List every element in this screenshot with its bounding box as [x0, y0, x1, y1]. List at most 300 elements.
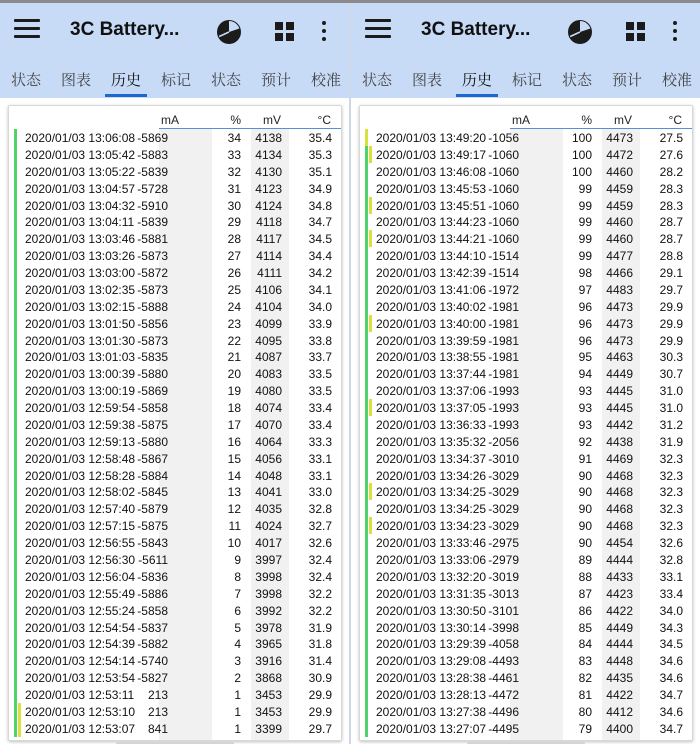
marker-indicator: [18, 703, 21, 720]
table-row[interactable]: [360, 483, 693, 500]
table-row[interactable]: [360, 315, 693, 332]
cell-percent: 96: [578, 299, 592, 314]
marker-indicator: [369, 315, 372, 332]
cell-voltage: 4400: [606, 721, 633, 736]
cell-percent: 1: [234, 688, 241, 703]
cell-temperature: 33.5: [308, 367, 332, 382]
table-row[interactable]: [360, 129, 693, 146]
charge-indicator: [14, 585, 17, 602]
cell-percent: 34: [227, 131, 241, 145]
cell-current: -3019: [488, 569, 519, 584]
cell-current: -1981: [488, 316, 519, 331]
cell-timestamp: 2020/01/03 13:45:53: [376, 181, 487, 196]
cell-voltage: 4134: [255, 147, 282, 162]
cell-percent: 30: [227, 198, 241, 213]
cell-voltage: 4123: [255, 181, 282, 196]
table-row[interactable]: [9, 619, 342, 636]
table-row[interactable]: [360, 348, 693, 365]
cell-voltage: 4423: [606, 586, 633, 601]
cell-timestamp: 2020/01/03 13:05:42: [25, 147, 136, 162]
table-row[interactable]: [9, 602, 342, 619]
menu-icon-line: [14, 35, 40, 38]
table-row[interactable]: [360, 635, 693, 652]
column-header[interactable]: mV: [263, 113, 281, 127]
charge-indicator: [365, 213, 368, 230]
table-row[interactable]: [360, 517, 693, 534]
tab-calibrate[interactable]: 校准: [662, 72, 693, 89]
table-row[interactable]: [9, 551, 342, 568]
table-row[interactable]: [9, 281, 342, 298]
cell-timestamp: 2020/01/03 13:41:06: [376, 282, 487, 297]
cell-temperature: 30.3: [659, 350, 683, 365]
charge-indicator: [14, 619, 17, 636]
cell-temperature: 32.6: [659, 536, 683, 551]
cell-voltage: 4070: [255, 417, 282, 432]
cell-temperature: 34.3: [659, 620, 683, 635]
app-title: 3C Battery...: [421, 19, 531, 40]
cell-percent: 96: [578, 316, 592, 331]
cell-timestamp: 2020/01/03 13:44:23: [376, 215, 487, 230]
cell-voltage: 4473: [606, 299, 633, 314]
table-row[interactable]: [360, 433, 693, 450]
cell-temperature: 34.8: [308, 198, 332, 213]
cell-percent: 24: [227, 299, 241, 314]
charge-indicator: [14, 382, 17, 399]
charge-indicator: [365, 534, 368, 551]
charge-indicator: [14, 534, 17, 551]
table-row[interactable]: [360, 247, 693, 264]
column-header[interactable]: °C: [668, 113, 682, 127]
charge-indicator: [365, 382, 368, 399]
charge-indicator: [365, 483, 368, 500]
charge-indicator: [14, 416, 17, 433]
cell-voltage: 4466: [606, 266, 633, 281]
table-row[interactable]: [9, 517, 342, 534]
cell-timestamp: 2020/01/03 13:27:38: [376, 704, 487, 719]
charge-indicator: [365, 551, 368, 568]
table-row[interactable]: [9, 264, 342, 281]
cell-percent: 1: [234, 721, 241, 736]
tab-status-2[interactable]: 状态: [211, 72, 242, 89]
table-row[interactable]: [9, 230, 342, 247]
table-row[interactable]: [360, 602, 693, 619]
more-vert-icon-dot: [673, 21, 677, 25]
table-row[interactable]: [9, 315, 342, 332]
tab-chart[interactable]: 图表: [412, 72, 443, 89]
cell-timestamp: 2020/01/03 13:00:39: [25, 367, 136, 382]
cell-percent: 6: [234, 603, 241, 618]
pie-chart-icon[interactable]: [567, 19, 593, 45]
table-row[interactable]: [9, 416, 342, 433]
table-row[interactable]: [360, 298, 693, 315]
menu-icon-line: [14, 19, 40, 22]
table-row[interactable]: [360, 163, 693, 180]
app-bar: [0, 3, 349, 58]
table-row[interactable]: [9, 213, 342, 230]
cell-temperature: 32.3: [659, 451, 683, 466]
table-row[interactable]: [9, 163, 342, 180]
tab-history[interactable]: 历史: [111, 72, 142, 89]
cell-temperature: 32.2: [308, 586, 332, 601]
column-header[interactable]: mA: [512, 113, 530, 127]
grid-icon-square: [637, 22, 645, 30]
cell-timestamp: 2020/01/03 13:45:51: [376, 198, 487, 213]
table-row[interactable]: [360, 281, 693, 298]
cell-temperature: 34.1: [308, 282, 332, 297]
active-tab-indicator: [456, 94, 498, 97]
cell-current: -3101: [488, 603, 519, 618]
cell-voltage: 4445: [606, 384, 633, 399]
cell-voltage: 4442: [606, 417, 633, 432]
cell-percent: 93: [578, 417, 592, 432]
cell-temperature: 32.8: [659, 553, 683, 567]
cell-timestamp: 2020/01/03 13:34:25: [376, 485, 487, 500]
cell-current: 213: [147, 688, 168, 703]
table-row[interactable]: [360, 416, 693, 433]
tab-marks[interactable]: 标记: [161, 72, 192, 89]
table-row[interactable]: [360, 568, 693, 585]
cell-voltage: 4469: [606, 451, 633, 466]
cell-current: -3029: [488, 468, 519, 483]
marker-indicator: [369, 230, 372, 247]
table-row[interactable]: [9, 483, 342, 500]
active-tab-indicator: [105, 94, 147, 97]
cell-percent: 90: [578, 519, 592, 534]
cell-current: -5867: [137, 451, 168, 466]
table-row[interactable]: [9, 146, 342, 163]
cell-temperature: 33.1: [659, 569, 683, 584]
more-vert-icon-dot: [322, 37, 326, 41]
charge-indicator: [14, 602, 17, 619]
cell-percent: 28: [227, 232, 241, 247]
table-row[interactable]: [360, 467, 693, 484]
charge-indicator: [365, 197, 368, 214]
cell-voltage: 3453: [255, 688, 282, 703]
cell-timestamp: 2020/01/03 13:49:20: [376, 131, 487, 145]
grid-icon-square: [286, 33, 294, 41]
table-row[interactable]: [9, 467, 342, 484]
column-header[interactable]: %: [230, 113, 241, 127]
charge-indicator: [14, 332, 17, 349]
cell-temperature: 33.4: [308, 401, 332, 416]
cell-voltage: 4448: [606, 654, 633, 669]
table-row[interactable]: [9, 348, 342, 365]
tab-calibrate[interactable]: 校准: [311, 72, 342, 89]
table-row[interactable]: [9, 534, 342, 551]
table-row[interactable]: [9, 635, 342, 652]
charge-indicator: [365, 669, 368, 686]
cell-temperature: 27.6: [659, 147, 683, 162]
cell-percent: 93: [578, 384, 592, 399]
cell-voltage: 4468: [606, 485, 633, 500]
cell-temperature: 29.9: [659, 316, 683, 331]
table-row[interactable]: [9, 365, 342, 382]
cell-temperature: 34.7: [659, 688, 683, 703]
app-title: 3C Battery...: [70, 19, 180, 40]
column-header[interactable]: °C: [317, 113, 331, 127]
table-row[interactable]: [9, 652, 342, 669]
cell-percent: 16: [227, 434, 241, 449]
table-row[interactable]: [9, 450, 342, 467]
table-row[interactable]: [9, 669, 342, 686]
cell-percent: 99: [578, 232, 592, 247]
column-header[interactable]: mA: [161, 113, 179, 127]
table-row[interactable]: [9, 298, 342, 315]
cell-current: -5611: [138, 553, 168, 567]
charge-indicator: [14, 365, 17, 382]
cell-current: -1060: [488, 181, 519, 196]
cell-timestamp: 2020/01/03 13:39:59: [376, 333, 487, 348]
cell-timestamp: 2020/01/03 13:49:17: [376, 147, 487, 162]
cell-voltage: 4477: [606, 249, 633, 264]
charge-indicator: [365, 298, 368, 315]
cell-current: -5858: [137, 401, 168, 416]
cell-temperature: 34.7: [659, 721, 683, 736]
table-row[interactable]: [360, 230, 693, 247]
grid-icon[interactable]: [275, 22, 294, 41]
tab-estimate[interactable]: 预计: [612, 72, 643, 89]
table-row[interactable]: [9, 129, 342, 146]
cell-temperature: 34.6: [659, 704, 683, 719]
cell-percent: 17: [227, 417, 241, 432]
cell-current: -4493: [488, 654, 519, 669]
cell-current: -1993: [488, 384, 519, 399]
cell-temperature: 32.6: [308, 536, 332, 551]
menu-icon[interactable]: [365, 19, 391, 41]
cell-percent: 19: [227, 384, 241, 399]
table-row[interactable]: [360, 213, 693, 230]
menu-icon-line: [14, 27, 40, 30]
table-row[interactable]: [360, 382, 693, 399]
cell-percent: 23: [227, 316, 241, 331]
table-row[interactable]: [360, 585, 693, 602]
cell-percent: 25: [227, 282, 241, 297]
cell-temperature: 33.4: [659, 586, 683, 601]
table-row[interactable]: [9, 433, 342, 450]
cell-current: -1972: [488, 282, 519, 297]
cell-voltage: 4111: [257, 266, 282, 281]
charge-indicator: [365, 467, 368, 484]
charge-indicator: [14, 163, 17, 180]
cell-percent: 32: [227, 164, 241, 179]
cell-timestamp: 2020/01/03 13:03:00: [25, 266, 136, 281]
table-row[interactable]: [360, 197, 693, 214]
cell-percent: 22: [227, 333, 241, 348]
cell-timestamp: 2020/01/03 13:04:57: [25, 181, 136, 196]
cell-percent: 12: [227, 502, 241, 517]
cell-current: -5836: [137, 569, 168, 584]
tab-status[interactable]: 状态: [362, 72, 393, 89]
cell-percent: 79: [578, 721, 592, 736]
cell-temperature: 29.9: [659, 299, 683, 314]
table-row[interactable]: [360, 332, 693, 349]
charge-indicator: [365, 365, 368, 382]
cell-current: -2056: [488, 434, 519, 449]
table-row[interactable]: [9, 197, 342, 214]
cell-voltage: 4468: [606, 502, 633, 517]
cell-timestamp: 2020/01/03 13:05:22: [25, 164, 136, 179]
table-row[interactable]: [360, 180, 693, 197]
table-row[interactable]: [9, 585, 342, 602]
charge-indicator: [14, 348, 17, 365]
tab-estimate[interactable]: 预计: [261, 72, 292, 89]
table-row[interactable]: [9, 703, 342, 720]
cell-timestamp: 2020/01/03 13:38:55: [376, 350, 487, 365]
cell-timestamp: 2020/01/03 13:27:07: [376, 721, 487, 736]
cell-timestamp: 2020/01/03 13:32:20: [376, 569, 487, 584]
cell-percent: 99: [578, 215, 592, 230]
cell-voltage: 3453: [255, 704, 282, 719]
cell-timestamp: 2020/01/03 13:02:35: [25, 282, 136, 297]
cell-current: -3029: [488, 485, 519, 500]
cell-temperature: 32.4: [308, 553, 332, 567]
charge-indicator: [365, 500, 368, 517]
charge-indicator: [14, 686, 17, 703]
cell-timestamp: 2020/01/03 13:01:50: [25, 316, 136, 331]
charge-indicator: [365, 619, 368, 636]
table-row[interactable]: [9, 180, 342, 197]
grid-icon[interactable]: [626, 22, 645, 41]
cell-timestamp: 2020/01/03 13:03:26: [25, 249, 136, 264]
cell-voltage: 4460: [606, 215, 633, 230]
cell-percent: 86: [578, 603, 592, 618]
tab-chart[interactable]: 图表: [61, 72, 92, 89]
cell-voltage: 4460: [606, 232, 633, 247]
cell-current: -1993: [488, 401, 519, 416]
cell-timestamp: 2020/01/03 13:04:32: [25, 198, 136, 213]
cell-timestamp: 2020/01/03 13:42:39: [376, 266, 487, 281]
cell-timestamp: 2020/01/03 12:59:54: [25, 401, 136, 416]
table-row[interactable]: [9, 568, 342, 585]
tab-status[interactable]: 状态: [11, 72, 42, 89]
cell-percent: 82: [578, 671, 592, 686]
grid-icon-square: [286, 22, 294, 30]
table-row[interactable]: [360, 703, 693, 720]
table-row[interactable]: [9, 500, 342, 517]
cell-timestamp: 2020/01/03 13:33:06: [376, 553, 487, 567]
cell-temperature: 34.7: [308, 215, 332, 230]
more-vert-icon[interactable]: [320, 21, 328, 43]
cell-temperature: 29.9: [308, 704, 332, 719]
cell-timestamp: 2020/01/03 13:30:14: [376, 620, 487, 635]
tab-history[interactable]: 历史: [462, 72, 493, 89]
column-header[interactable]: mV: [614, 113, 632, 127]
cell-timestamp: 2020/01/03 12:57:40: [25, 502, 136, 517]
cell-percent: 2: [234, 671, 241, 686]
table-row[interactable]: [360, 399, 693, 416]
app-window-left: [0, 3, 349, 744]
table-row[interactable]: [360, 146, 693, 163]
menu-icon[interactable]: [14, 19, 40, 41]
table-row[interactable]: [360, 720, 693, 737]
table-row[interactable]: [360, 534, 693, 551]
cell-temperature: 34.5: [308, 232, 332, 247]
cell-temperature: 31.4: [308, 654, 332, 669]
cell-timestamp: 2020/01/03 13:34:26: [376, 468, 487, 483]
tab-marks[interactable]: 标记: [512, 72, 543, 89]
cell-current: -5845: [137, 485, 168, 500]
cell-percent: 99: [578, 198, 592, 213]
table-row[interactable]: [360, 686, 693, 703]
history-table[interactable]: [359, 105, 693, 741]
cell-current: -5886: [137, 586, 168, 601]
table-row[interactable]: [9, 382, 342, 399]
cell-timestamp: 2020/01/03 13:36:33: [376, 417, 487, 432]
history-table[interactable]: [8, 105, 342, 741]
cell-current: -5869: [137, 131, 168, 145]
cell-temperature: 29.1: [659, 266, 683, 281]
cell-percent: 100: [571, 147, 592, 162]
cell-voltage: 4083: [255, 367, 282, 382]
charge-indicator: [365, 433, 368, 450]
cell-current: -5839: [137, 164, 168, 179]
cell-timestamp: 2020/01/03 12:57:15: [25, 519, 136, 534]
charge-indicator: [365, 399, 368, 416]
cell-voltage: 4463: [606, 350, 633, 365]
table-row[interactable]: [9, 332, 342, 349]
cell-voltage: 3916: [255, 654, 282, 669]
cell-timestamp: 2020/01/03 13:29:39: [376, 637, 487, 652]
charge-indicator: [14, 450, 17, 467]
cell-percent: 1: [234, 704, 241, 719]
pie-chart-icon[interactable]: [216, 19, 242, 45]
grid-icon-square: [626, 33, 634, 41]
table-row[interactable]: [360, 551, 693, 568]
cell-voltage: 3978: [255, 620, 282, 635]
cell-voltage: 4435: [606, 671, 633, 686]
cell-temperature: 33.8: [308, 333, 332, 348]
table-row[interactable]: [360, 500, 693, 517]
cell-timestamp: 2020/01/03 13:40:02: [376, 299, 487, 314]
cell-temperature: 31.0: [659, 384, 683, 399]
tab-status-2[interactable]: 状态: [562, 72, 593, 89]
column-header[interactable]: %: [581, 113, 592, 127]
table-row[interactable]: [360, 669, 693, 686]
cell-timestamp: 2020/01/03 13:44:21: [376, 232, 487, 247]
cell-percent: 90: [578, 485, 592, 500]
table-row[interactable]: [9, 720, 342, 737]
cell-temperature: 33.5: [308, 384, 332, 399]
table-row[interactable]: [360, 652, 693, 669]
cell-voltage: 4117: [256, 232, 282, 247]
table-row[interactable]: [360, 619, 693, 636]
table-row[interactable]: [360, 264, 693, 281]
cell-timestamp: 2020/01/03 13:34:23: [376, 519, 487, 534]
cell-timestamp: 2020/01/03 12:56:04: [25, 569, 136, 584]
cell-temperature: 32.3: [659, 485, 683, 500]
cell-voltage: 4449: [606, 367, 633, 382]
more-vert-icon[interactable]: [671, 21, 679, 43]
table-row[interactable]: [9, 686, 342, 703]
more-vert-icon-dot: [673, 29, 677, 33]
table-row[interactable]: [9, 399, 342, 416]
tab-bar: [0, 58, 349, 98]
charge-indicator: [14, 483, 17, 500]
cell-timestamp: 2020/01/03 13:28:13: [376, 688, 487, 703]
marker-indicator: [369, 146, 372, 163]
cell-temperature: 34.6: [659, 654, 683, 669]
cell-timestamp: 2020/01/03 13:30:50: [376, 603, 487, 618]
cell-temperature: 31.9: [659, 434, 683, 449]
cell-temperature: 35.4: [308, 131, 332, 145]
table-row[interactable]: [9, 247, 342, 264]
cell-temperature: 33.1: [308, 468, 332, 483]
cell-temperature: 33.7: [308, 350, 332, 365]
table-row[interactable]: [360, 450, 693, 467]
table-row[interactable]: [360, 365, 693, 382]
cell-percent: 27: [227, 249, 241, 264]
marker-indicator: [369, 399, 372, 416]
